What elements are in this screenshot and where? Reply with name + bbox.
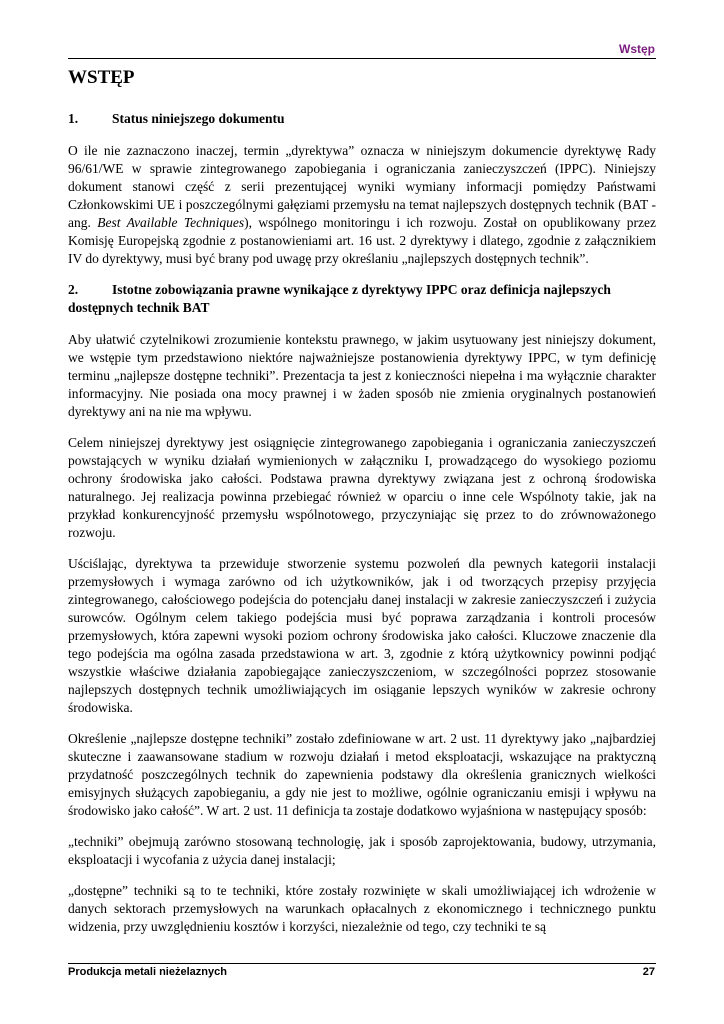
running-header-section: Wstęp: [619, 42, 655, 56]
section-2-paragraph-3: Uściślając, dyrektywa ta przewiduje stworzenie systemu pozwoleń dla pewnych kategorii instalacji przemysłowych i wymaga zarówno od ich użytkowników, jak i od tworzących przepisy przyjęcia zintegrowanego, całościowego podejścia do potencjału danej instalacji w zakresie zanieczyszczeń i zużycia surowców. Ogólnym celem takiego podejścia musi być poprawa zarządzania i kontroli procesów przemysłowych, która zapewni wysoki poziom ochrony środowiska jako całości. Kluczowe znaczenie dla tego podejścia ma ogólna zasada przedstawiona w art. 3, zgodnie z którą użytkownicy powinni podjąć wszystkie właściwe działania zapobiegające zanieczyszczeniom, w szczególności poprzez stosowanie najlepszych dostępnych technik umożliwiających im osiąganie lepszych wyników w zakresie ochrony środowiska.: [68, 556, 656, 715]
page-title: WSTĘP: [68, 67, 135, 88]
section-1-title: Status niniejszego dokumentu: [112, 111, 285, 126]
section-1-heading: [68, 110, 656, 128]
footer-page-number: 27: [642, 966, 655, 978]
section-2-heading: [68, 281, 656, 317]
section-2-paragraph-1: Aby ułatwić czytelnikowi zrozumienie kontekstu prawnego, w jakim usytuowany jest niniejszy dokument, we wstępie tym przedstawiono niektóre najważniejsze postanowienia dyrektywy IPPC, w tym definicję terminu „najlepsze dostępne techniki”. Prezentacja ta jest z konieczności niepełna i ma wyłącznie charakter informacyjny. Nie posiada ona mocy prawnej i w żaden sposób nie zmienia oryginalnych postanowień dyrektywy ani na nie ma wpływu.: [68, 332, 656, 419]
section-2-paragraph-2: Celem niniejszej dyrektywy jest osiągnięcie zintegrowanego zapobiegania i ograniczania zanieczyszczeń powstających w wyniku działań wymienionych w załączniku I, prowadzącego do wysokiego poziomu ochrony środowiska jako całości. Podstawa prawna dyrektywy związana jest z ochroną środowiska naturalnego. Jej realizacja powinna przebiegać również w oparciu o inne cele Wspólnoty takie, jak na przykład konkurencyjność przemysłu wspólnotowego, przyczyniając się przez to do zrównoważonego rozwoju.: [68, 435, 656, 540]
page-body: [68, 66, 656, 949]
section-2-title: Istotne zobowiązania prawne wynikające z dyrektywy IPPC oraz definicja najlepszych dostępnych technik BAT: [68, 282, 611, 315]
section-1-paragraph: [68, 142, 656, 268]
section-1-text-b: ), wspólnego monitoringu i ich rozwoju. Został on opublikowany przez Komisję Europejską zgodnie z postanowieniami art. 16 ust. 2 dyrektywy i dlatego, zgodnie z załącznikiem IV do dyrektywy, musi być brany pod uwagę przy określaniu „najlepszych dostępnych technik”.: [68, 215, 656, 266]
section-2-paragraph-6: „dostępne” techniki są to te techniki, które zostały rozwinięte w skali umożliwiającej ich wdrożenie w danych sektorach przemysłowych na warunkach opłacalnych z ekonomicznego i technicznego punktu widzenia, przy uwzględnieniu kosztów i korzyści, niezależnie od tego, czy techniki te są: [68, 883, 656, 934]
section-1-number: 1.: [68, 111, 79, 126]
section-2-number: 2.: [68, 282, 79, 297]
section-1-text-a: O ile nie zaznaczono inaczej, termin „dyrektywa” oznacza w niniejszym dokumencie dyrektywę Rady 96/61/WE w sprawie zintegrowanego zapobiegania i ograniczania zanieczyszczeń (IPPC). Niniejszy dokument stanowi część z serii prezentującej wyniki wymiany informacji pomiędzy Państwami Członkowskimi UE i poszczególnymi gałęziami przemysłu na temat najlepszych dostępnych technik (BAT - ang.: [68, 143, 656, 230]
footer-divider: [68, 963, 656, 964]
header-divider: [68, 58, 656, 59]
section-1-italic-term: Best Available Techniques: [97, 215, 245, 230]
section-2-paragraph-5: „techniki” obejmują zarówno stosowaną technologię, jak i sposób zaprojektowania, budowy, utrzymania, eksploatacji i wycofania z użycia danej instalacji;: [68, 834, 656, 867]
section-2-paragraph-4: Określenie „najlepsze dostępne techniki” zostało zdefiniowane w art. 2 ust. 11 dyrektywy jako „najbardziej skuteczne i zaawansowane stadium w rozwoju działań i metod eksploatacji, wskazujące na praktyczną przydatność poszczególnych technik do zapewnienia podstawy dla określenia granicznych wielkości emisyjnych służących zapobieganiu, a gdy nie jest to możliwe, ogólnie ograniczaniu emisji i wpływu na środowisko jako całość”. W art. 2 ust. 11 definicja ta zostaje dodatkowo wyjaśniona w następujący sposób:: [68, 731, 656, 818]
footer-document-title: Produkcja metali nieżelaznych: [68, 966, 227, 978]
